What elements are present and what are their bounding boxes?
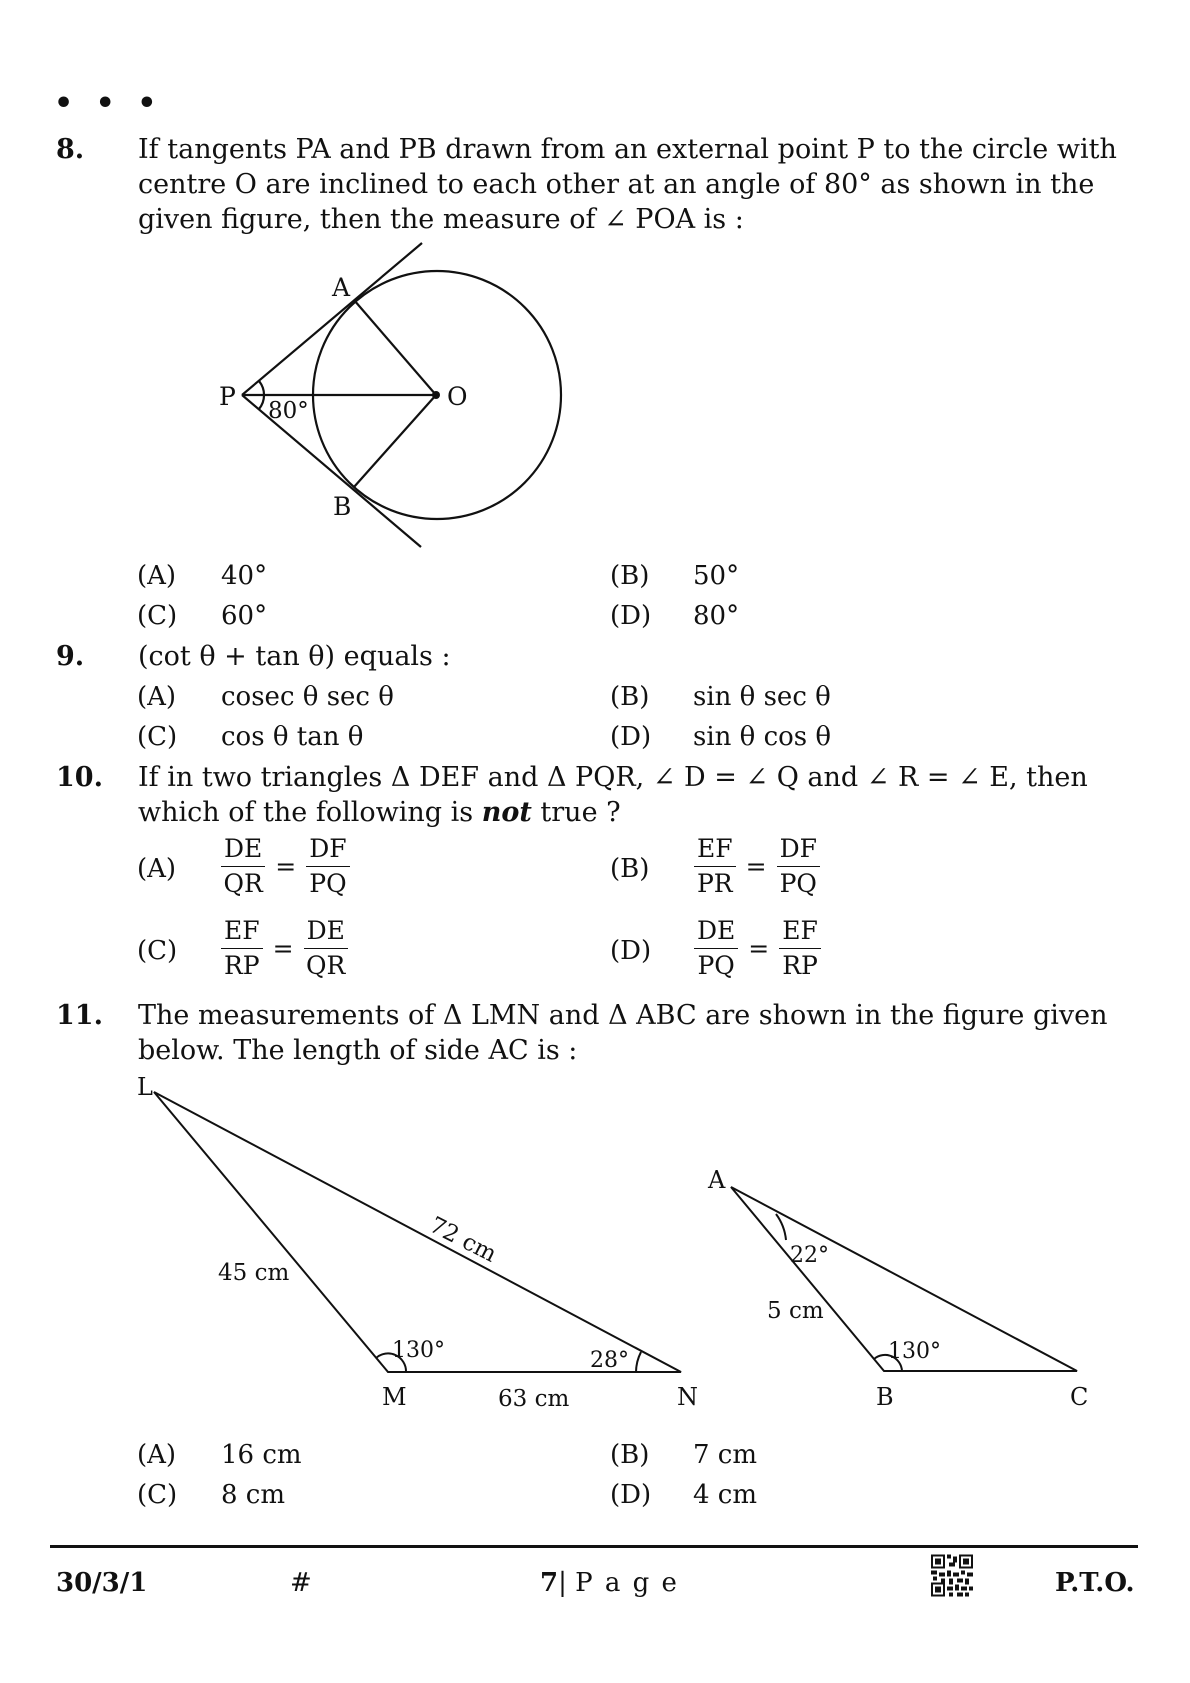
question-number: 10.: [56, 762, 103, 793]
question-number: 9.: [56, 641, 85, 672]
question-text-line: given figure, then the measure of ∠ POA is :: [138, 204, 744, 235]
option-value: 60°: [221, 601, 268, 631]
option-label: (D): [610, 936, 652, 966]
option-value: 40°: [221, 561, 268, 591]
angle-label-n: 28°: [590, 1348, 629, 1373]
vertex-label-a: A: [708, 1166, 726, 1194]
page-indicator: 7| P a g e: [540, 1568, 679, 1598]
option-fraction: $\frac{DE}{PQ}$ = $\frac{EF}{RP}$: [694, 916, 821, 981]
vertex-label-n: N: [677, 1383, 698, 1411]
vertex-label-b: B: [876, 1383, 894, 1411]
question-text-line: The measurements of Δ LMN and Δ ABC are shown in the figure given: [138, 1000, 1108, 1031]
emphasis-not: not: [481, 797, 532, 828]
option-label: (B): [610, 854, 650, 884]
hash-mark: #: [290, 1568, 312, 1598]
question-text-line: If in two triangles Δ DEF and Δ PQR, ∠ D = ∠ Q and ∠ R = ∠ E, then: [138, 762, 1088, 793]
option-label: (C): [137, 1480, 178, 1510]
angle-label-b: 130°: [888, 1339, 941, 1364]
point-label-b: B: [333, 492, 352, 521]
option-label: (B): [610, 1440, 650, 1470]
vertex-label-c: C: [1070, 1383, 1089, 1411]
vertex-label-m: M: [382, 1383, 407, 1411]
option-label: (A): [137, 682, 177, 712]
angle-label: 80°: [268, 398, 309, 424]
option-fraction: $\frac{DE}{QR}$ = $\frac{DF}{PQ}$: [221, 834, 350, 899]
page-number: 7: [540, 1568, 559, 1598]
question-number: 8.: [56, 134, 85, 165]
option-label: (D): [610, 722, 652, 752]
question-text-line: which of the following is not true ?: [138, 797, 621, 828]
option-label: (A): [137, 854, 177, 884]
option-fraction: $\frac{EF}{PR}$ = $\frac{DF}{PQ}$: [694, 834, 820, 899]
point-label-o: O: [447, 382, 468, 411]
option-label: (C): [137, 936, 178, 966]
option-value: 8 cm: [221, 1480, 286, 1510]
page-word: P a g e: [575, 1568, 679, 1598]
option-label: (C): [137, 601, 178, 631]
point-label-a: A: [332, 273, 351, 302]
option-label: (C): [137, 722, 178, 752]
option-value: cos θ tan θ: [221, 722, 364, 752]
option-value: 50°: [693, 561, 740, 591]
angle-label-m: 130°: [392, 1338, 445, 1363]
question-text-line: If tangents PA and PB drawn from an external point P to the circle with: [138, 134, 1117, 165]
footer-rule: [50, 1545, 1138, 1548]
side-label-ab: 5 cm: [767, 1298, 824, 1324]
question-text-line: (cot θ + tan θ) equals :: [138, 641, 451, 672]
option-fraction: $\frac{EF}{RP}$ = $\frac{DE}{QR}$: [221, 916, 348, 981]
qr-code-icon: [931, 1554, 973, 1597]
option-label: (A): [137, 561, 177, 591]
option-value: sin θ cos θ: [693, 722, 832, 752]
option-label: (B): [610, 682, 650, 712]
option-value: 80°: [693, 601, 740, 631]
side-label-mn: 63 cm: [498, 1386, 570, 1412]
option-value: cosec θ sec θ: [221, 682, 394, 712]
option-label: (B): [610, 561, 650, 591]
option-value: sin θ sec θ: [693, 682, 831, 712]
pto-label: P.T.O.: [1055, 1568, 1135, 1598]
option-label: (A): [137, 1440, 177, 1470]
option-label: (D): [610, 1480, 652, 1510]
option-label: (D): [610, 601, 652, 631]
option-value: 7 cm: [693, 1440, 758, 1470]
vertex-label-l: L: [137, 1073, 153, 1101]
side-label-ln: 72 cm: [425, 1212, 501, 1268]
continuation-marker: • • •: [54, 86, 163, 121]
question-text-line: below. The length of side AC is :: [138, 1035, 578, 1066]
paper-code: 30/3/1: [56, 1568, 148, 1598]
point-label-p: P: [219, 382, 236, 411]
question-number: 11.: [56, 1000, 103, 1031]
side-label-lm: 45 cm: [218, 1260, 290, 1286]
option-value: 16 cm: [221, 1440, 302, 1470]
angle-label-a: 22°: [790, 1243, 829, 1268]
option-value: 4 cm: [693, 1480, 758, 1510]
question-text-line: centre O are inclined to each other at an angle of 80° as shown in the: [138, 169, 1095, 200]
